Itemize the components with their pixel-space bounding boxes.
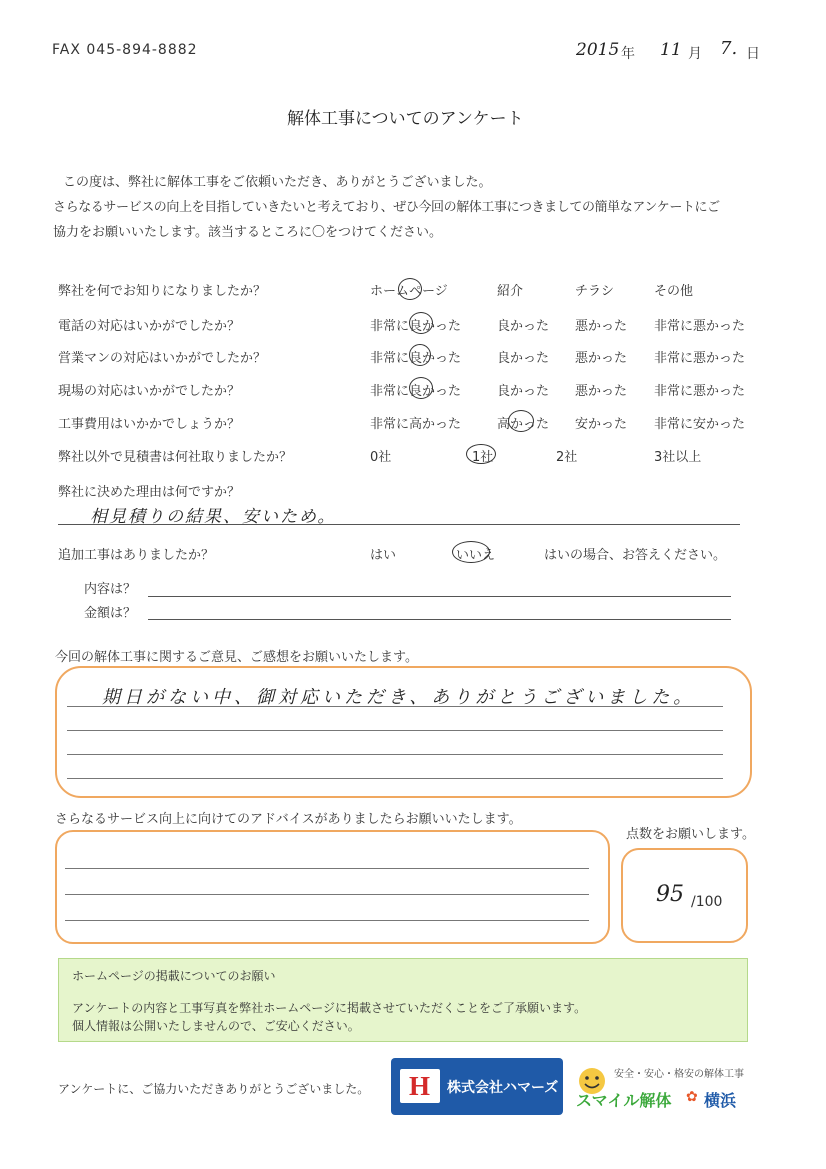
selection-circle	[409, 377, 433, 399]
selection-circle	[409, 312, 433, 334]
option[interactable]: 良かった	[497, 384, 550, 399]
company-logo-mark	[400, 1069, 440, 1103]
opinion-line	[67, 754, 723, 755]
option[interactable]: 良かった	[497, 319, 550, 334]
fax-number: FAX 045-894-8882	[52, 42, 198, 58]
additional-note: はいの場合、お答えください。	[544, 548, 727, 563]
option[interactable]: 非常に高かった	[370, 417, 462, 432]
opinion-label: 今回の解体工事に関するご意見、ご感想をお願いいたします。	[55, 650, 418, 665]
amount-label: 金額は？	[84, 606, 137, 621]
opinion-line	[67, 706, 723, 707]
smile-city: 横浜	[704, 1091, 737, 1110]
advice-box[interactable]	[55, 830, 610, 944]
company-name: 株式会社ハマーズ	[447, 1080, 559, 1096]
selection-circle	[466, 444, 496, 464]
question-label: 工事費用はいかかでしょうか？	[58, 417, 241, 432]
advice-label: さらなるサービス向上に向けてのアドバイスがありましたらお願いいたします。	[55, 812, 522, 827]
year-unit: 年	[621, 46, 635, 62]
option[interactable]: ホームページ	[370, 284, 448, 299]
advice-line	[65, 894, 589, 895]
selection-circle	[398, 278, 422, 300]
option[interactable]: 良かった	[497, 351, 550, 366]
smile-tagline: 安全・安心・格安の解体工事	[614, 1069, 744, 1080]
amount-line	[148, 619, 731, 620]
option[interactable]: 悪かった	[575, 384, 628, 399]
option-no[interactable]: いいえ	[456, 548, 496, 563]
opinion-answer: 期日がない中、御対応いただき、ありがとうございました。	[102, 687, 696, 708]
option[interactable]: 悪かった	[575, 319, 628, 334]
notice-title: ホームページの掲載についてのお願い	[72, 969, 276, 983]
company-logo	[391, 1058, 563, 1115]
date-year: 2015	[576, 40, 620, 60]
selection-circle	[508, 410, 534, 432]
opinion-box[interactable]	[55, 666, 752, 798]
option[interactable]: 0社	[370, 450, 392, 465]
additional-label: 追加工事はありましたか？	[58, 548, 215, 563]
option[interactable]: 高かった	[497, 417, 550, 432]
content-line	[148, 596, 731, 597]
reason-answer[interactable]: 相見積りの結果、安いため。	[90, 507, 337, 527]
footer-thanks: アンケートに、ご協力いただきありがとうございました。	[58, 1082, 370, 1096]
reason-label: 弊社に決めた理由は何ですか？	[58, 485, 241, 500]
smile-name: スマイル解体	[576, 1091, 672, 1110]
month-unit: 月	[688, 46, 702, 62]
question-label: 営業マンの対応はいかがでしたか？	[58, 351, 267, 366]
smile-flower-icon: ✿	[686, 1089, 698, 1105]
option[interactable]: 非常に悪かった	[654, 351, 746, 366]
company-logo-letter: H	[409, 1071, 431, 1101]
notice-line-2: 個人情報は公開いたしませんので、ご安心ください。	[72, 1019, 360, 1033]
intro-line-1: この度は、弊社に解体工事をご依頼いただき、ありがとうございました。	[63, 175, 492, 190]
question-label: 電話の対応はいかがでしたか？	[58, 319, 241, 334]
score-max: /100	[691, 894, 723, 910]
advice-line	[65, 868, 589, 869]
option[interactable]: 2社	[556, 450, 578, 465]
score-box[interactable]	[621, 848, 748, 943]
option[interactable]: 非常に安かった	[654, 417, 746, 432]
day-unit: 日	[746, 46, 760, 62]
question-label: 弊社以外で見積書は何社取りましたか？	[58, 450, 293, 465]
score-value: 95	[656, 882, 684, 907]
option[interactable]: 悪かった	[575, 351, 628, 366]
reason-answer-line	[58, 524, 740, 525]
option[interactable]: チラシ	[575, 284, 615, 299]
selection-circle	[452, 541, 490, 563]
question-label: 現場の対応はいかがでしたか？	[58, 384, 241, 399]
option[interactable]: 安かった	[575, 417, 628, 432]
option[interactable]: 3社以上	[654, 450, 702, 465]
content-label: 内容は？	[84, 582, 137, 597]
option[interactable]: 非常に悪かった	[654, 319, 746, 334]
date-day: 7.	[720, 38, 738, 59]
intro-line-3: 協力をお願いいたします。該当するところに〇をつけてください。	[53, 225, 442, 240]
score-label: 点数をお願いします。	[626, 827, 755, 842]
option[interactable]: 非常に良かった	[370, 319, 462, 334]
option[interactable]: 非常に良かった	[370, 384, 462, 399]
option-yes[interactable]: はい	[370, 548, 397, 563]
question-label: 弊社を何でお知りになりましたか？	[58, 284, 267, 299]
opinion-line	[67, 778, 723, 779]
notice-line-1: アンケートの内容と工事写真を弊社ホームページに掲載させていただくことをご了承願います。	[72, 1001, 587, 1015]
opinion-line	[67, 730, 723, 731]
notice-box	[58, 958, 748, 1042]
date-month: 11	[660, 40, 682, 60]
advice-line	[65, 920, 589, 921]
intro-line-2: さらなるサービスの向上を目指していきたいと考えており、ぜひ今回の解体工事につきましての簡単なアンケートにご	[53, 200, 720, 215]
option[interactable]: その他	[654, 284, 694, 299]
option[interactable]: 1社	[472, 450, 494, 465]
page-title: 解体工事についてのアンケート	[287, 109, 524, 129]
option[interactable]: 非常に良かった	[370, 351, 462, 366]
option[interactable]: 非常に悪かった	[654, 384, 746, 399]
smile-logo	[570, 1058, 750, 1115]
selection-circle	[409, 344, 431, 366]
option[interactable]: 紹介	[497, 284, 524, 299]
